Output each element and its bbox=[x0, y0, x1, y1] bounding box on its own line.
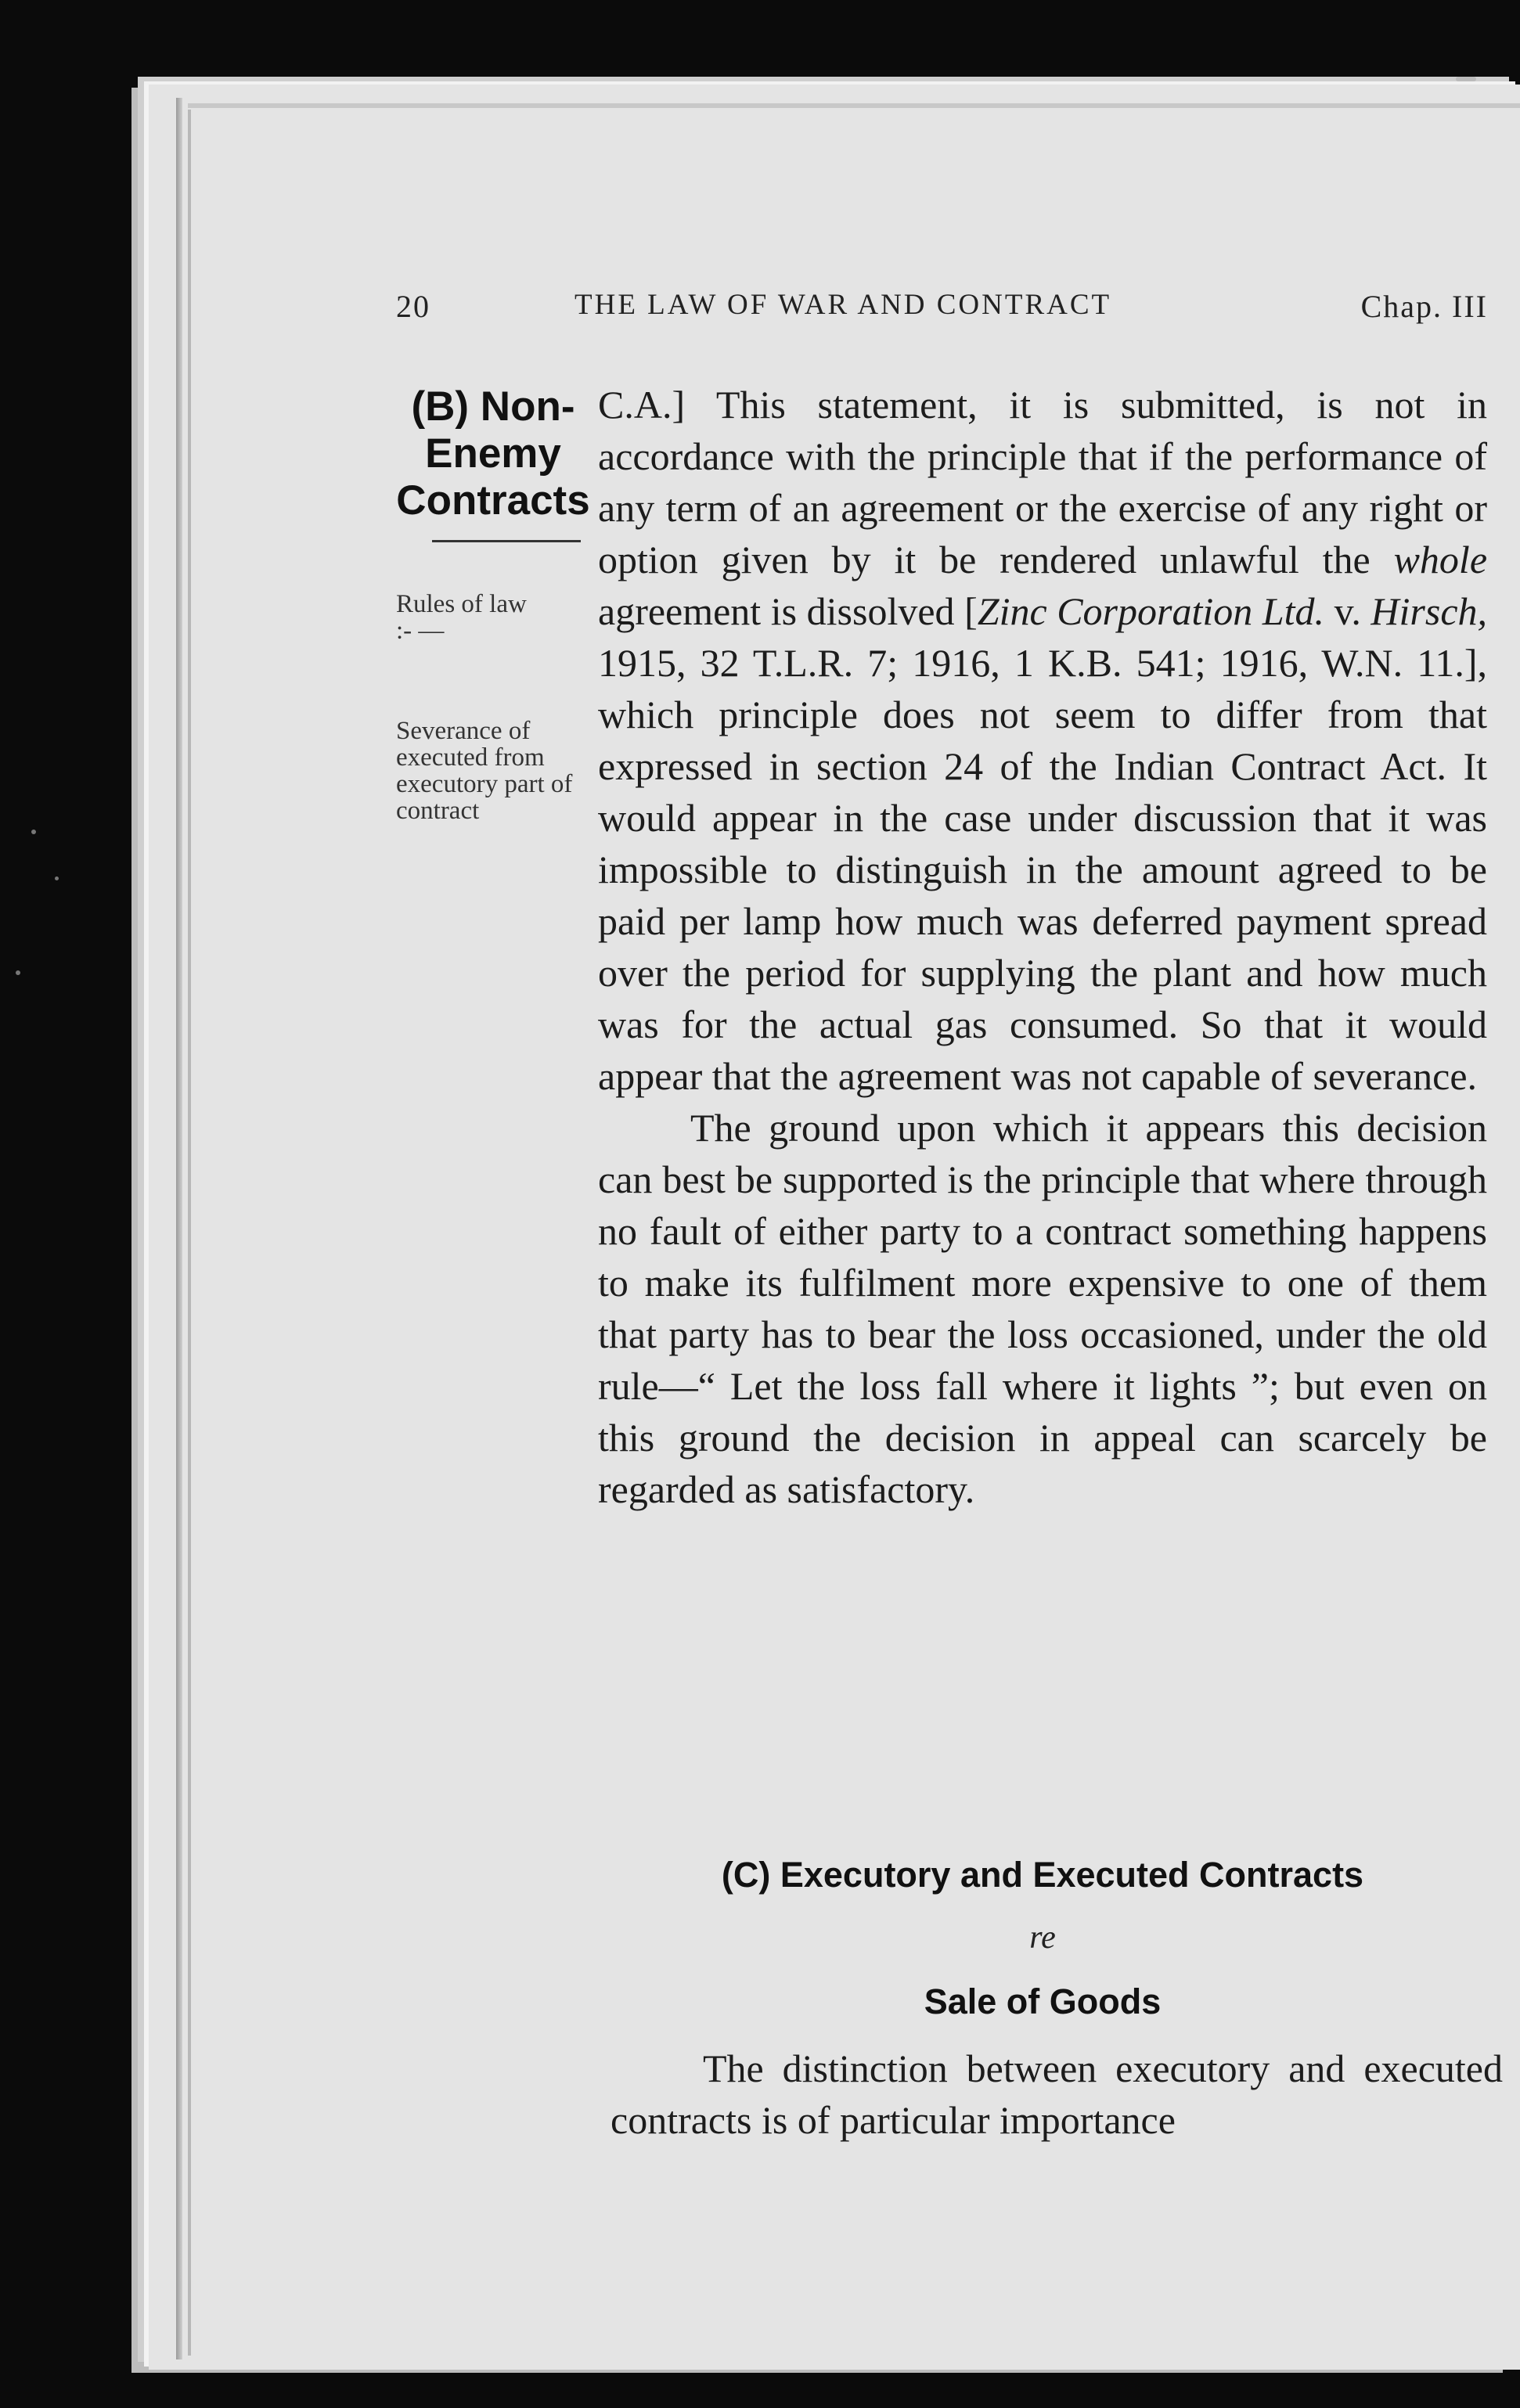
paragraph-1: C.A.] This statement, it is submitted, is not in accordance with the principle that if the performance of any term of an agreement or the exercise of any right or option given by it be rendered unlawful the whole agreement is dissolved [Zinc Corporation Ltd. v. Hirsch, 1915, 32 T.L.R. 7; 1916, 1 K.B. 541; 1916, W.N. 11.], which principle does not seem to differ from that expressed in section 24 of the Indian Contract Act. It would appear in the case under discussion that it was impossible to distinguish in the amount agreed to be paid per lamp how much was deferred payment spread over the period for supplying the plant and how much was for the actual gas consumed. So that it would appear that the agreement was not capable of severance. bbox=[598, 383, 1488, 1098]
paragraph-2: The ground upon which it appears this decision can best be supported is the principle that where through no fault of either party to a contract something happens to make its fulfilment more expensive to one of them that party has to bear the loss occasioned, under the old rule—“ Let the loss fall where it lights ”; but even on this ground the decision in appeal can scarcely be regarded as satisfactory. bbox=[598, 1106, 1487, 1511]
scan-speck bbox=[1456, 77, 1476, 81]
page-binding-edge-inner bbox=[188, 110, 191, 2356]
running-header bbox=[396, 288, 1488, 335]
margin-note-rules: Rules of law :- — bbox=[396, 590, 527, 645]
page-number: 20 bbox=[396, 289, 430, 324]
scan-speck bbox=[55, 876, 59, 880]
margin-section-heading: (B) Non-Enemy Contracts bbox=[396, 383, 590, 524]
running-title: THE LAW OF WAR AND CONTRACT bbox=[575, 289, 1112, 321]
margin-note-severance: Severance of executed from executory part of contract bbox=[396, 717, 573, 825]
margin-rule bbox=[432, 540, 581, 542]
body-text bbox=[598, 379, 1487, 1515]
section-c-paragraph: The distinction between executory and executed contracts is of particular importance bbox=[611, 2046, 1503, 2142]
scan-speck bbox=[31, 830, 36, 834]
page-binding-edge bbox=[176, 98, 182, 2359]
section-c-re: re bbox=[1029, 1920, 1056, 1956]
chapter-label: Chap. III bbox=[1360, 289, 1488, 324]
section-c-subheading: Sale of Goods bbox=[924, 1981, 1162, 2021]
section-c-text bbox=[611, 2043, 1503, 2146]
page-top-edge bbox=[188, 103, 1520, 108]
scan-speck bbox=[16, 970, 20, 975]
margin-notes bbox=[396, 383, 590, 824]
section-c-heading: (C) Executory and Executed Contracts bbox=[721, 1855, 1364, 1895]
